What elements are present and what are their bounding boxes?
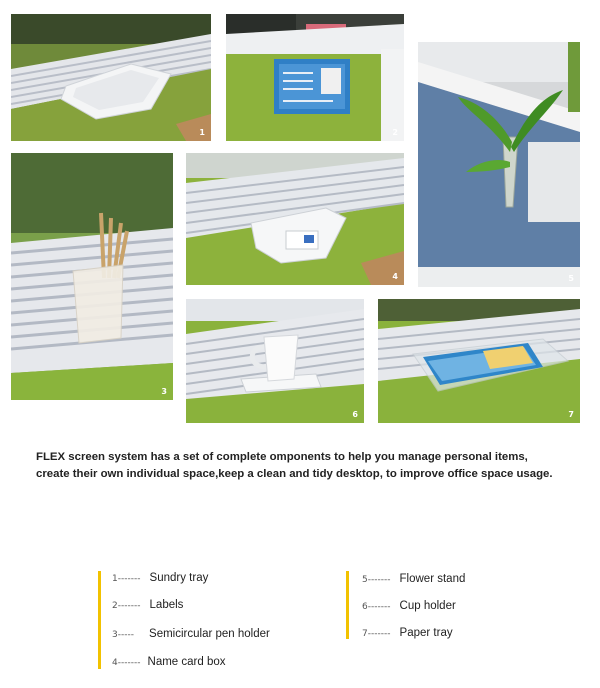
photo-number: 2 — [392, 128, 398, 137]
description-line-2: create their own individual space,keep a clean and tidy desktop, to improve office space usage. — [36, 468, 553, 480]
legend-name: Paper tray — [399, 627, 453, 639]
legend-left-accent-bar — [98, 571, 101, 669]
legend-item-cup-holder — [362, 600, 456, 612]
legend-item-pen-holder — [112, 628, 270, 640]
photo-flower-stand — [418, 42, 580, 287]
legend-name: Labels — [149, 599, 184, 611]
description-line-1: FLEX screen system has a set of complete omponents to help you manage personal items, — [36, 451, 528, 463]
photo-number: 1 — [199, 128, 205, 137]
legend-right-accent-bar — [346, 571, 349, 639]
photo-number: 4 — [392, 272, 398, 281]
photo-number: 3 — [161, 387, 167, 396]
photo-name-card-box — [186, 153, 404, 285]
legend-number: 6------- — [362, 602, 391, 612]
photo-labels — [226, 14, 404, 141]
legend-item-labels — [112, 599, 183, 611]
photo-sundry-tray — [11, 14, 211, 141]
photo-number: 6 — [352, 410, 358, 419]
legend-number: 1------- — [112, 574, 141, 584]
photo-cup-holder — [186, 299, 364, 423]
legend-name: Cup holder — [399, 600, 456, 612]
legend-item-paper-tray — [362, 627, 453, 639]
legend-number: 2------- — [112, 601, 141, 611]
legend-name: Name card box — [147, 656, 226, 668]
photo-number: 5 — [568, 274, 574, 283]
legend-item-sundry-tray — [112, 572, 208, 584]
legend-item-name-card-box — [112, 656, 226, 668]
legend-number: 4------- — [112, 658, 141, 668]
legend-number: 3----- — [112, 630, 134, 640]
legend-number: 7------- — [362, 629, 391, 639]
legend-name: Semicircular pen holder — [149, 628, 270, 640]
legend-name: Flower stand — [399, 573, 466, 585]
photo-pen-holder — [11, 153, 173, 400]
photo-paper-tray — [378, 299, 580, 423]
legend-number: 5------- — [362, 575, 391, 585]
description — [36, 449, 576, 483]
legend-name: Sundry tray — [149, 572, 209, 584]
legend-item-flower-stand — [362, 573, 465, 585]
photo-number: 7 — [568, 410, 574, 419]
